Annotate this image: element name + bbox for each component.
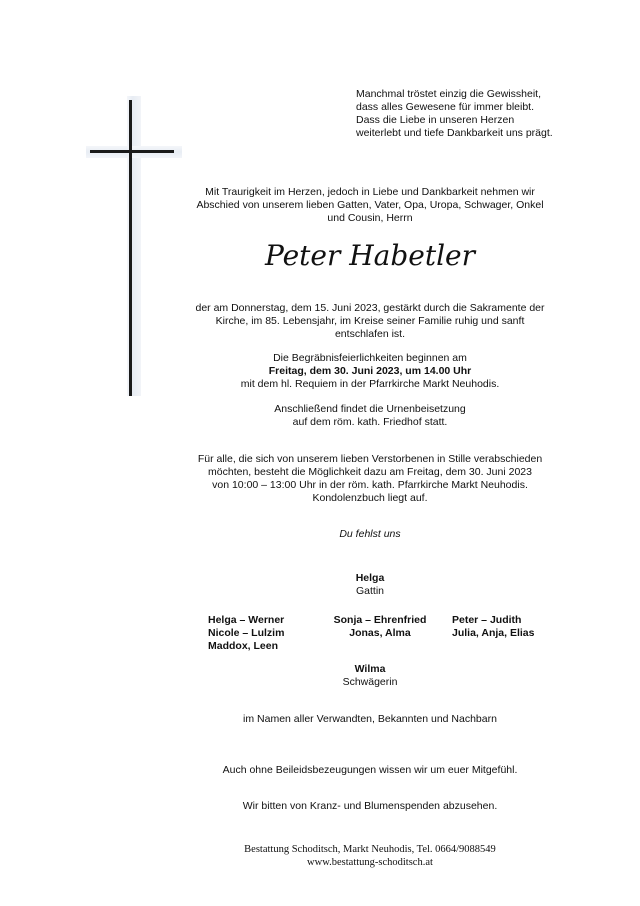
urn-line: Anschließend findet die Urnenbeisetzung [274, 403, 466, 415]
intro-line: Abschied von unserem lieben Gatten, Vater, Opa, Uropa, Schwager, Onkel [196, 199, 544, 211]
farewell-line: Für alle, die sich von unserem lieben Verstorbenen in Stille verabschieden [197, 453, 543, 465]
motto-line: weiterlebt und tiefe Dankbarkeit uns prägt. [356, 127, 553, 139]
funeral-location: mit dem hl. Requiem in der Pfarrkirche Markt Neuhodis. [240, 378, 500, 390]
missed-you-text: Du fehlst uns [339, 528, 401, 540]
mourner-name: Maddox, Leen [208, 640, 279, 652]
mourner-family-left [208, 614, 328, 653]
cross-beam-vertical [129, 100, 132, 396]
mourner-name: Helga [355, 572, 385, 584]
mourner-name: Sonja – Ehrenfried [333, 614, 427, 626]
no-flowers-text: Wir bitten von Kranz- und Blumenspenden abzusehen. [242, 800, 498, 812]
farewell-line: möchten, besteht die Möglichkeit dazu am Freitag, dem 30. Juni 2023 [208, 466, 532, 478]
mourner-sister-in-law [190, 663, 550, 689]
mourner-family-center [320, 614, 440, 640]
mourner-name: Nicole – Lulzim [208, 627, 285, 639]
motto-line: dass alles Gewesene für immer bleibt. [356, 101, 534, 113]
mourner-name: Peter – Judith [452, 614, 522, 626]
motto-quote [356, 88, 616, 140]
intro-line: Mit Traurigkeit im Herzen, jedoch in Liebe und Dankbarkeit nehmen wir [205, 186, 535, 198]
death-notice-line: der am Donnerstag, dem 15. Juni 2023, gestärkt durch die Sakramente der [195, 302, 545, 314]
mourner-name: Jonas, Alma [349, 627, 411, 639]
motto-line: Manchmal tröstet einzig die Gewissheit, [356, 88, 541, 100]
cross-beam-horizontal [90, 150, 174, 153]
mourner-family-right [452, 614, 582, 640]
mourner-name: Helga – Werner [208, 614, 285, 626]
mourner-relation: Gattin [355, 585, 384, 597]
on-behalf-text: im Namen aller Verwandten, Bekannten und Nachbarn [243, 713, 497, 725]
intro-text [190, 186, 550, 225]
funeral-intro: Die Begräbnisfeierlichkeiten beginnen am [273, 352, 467, 364]
mourner-name: Julia, Anja, Elias [452, 627, 535, 639]
mourner-name: Wilma [354, 663, 386, 675]
death-notice-line: Kirche, im 85. Lebensjahr, im Kreise seiner Familie ruhig und sanft [215, 315, 525, 327]
deceased-name: Peter Habetler [264, 239, 476, 272]
motto-line: Dass die Liebe in unseren Herzen [356, 114, 515, 126]
urn-burial-info [190, 403, 550, 429]
mourner-relation: Schwägerin [342, 676, 398, 688]
undertaker-website: www.bestattung-schoditsch.at [307, 857, 433, 868]
death-notice-line: entschlafen ist. [334, 328, 406, 340]
funeral-date: Freitag, dem 30. Juni 2023, um 14.00 Uhr [268, 365, 472, 377]
no-condolences-text: Auch ohne Beileidsbezeugungen wissen wir um euer Mitgefühl. [222, 764, 518, 776]
farewell-line: von 10:00 – 13:00 Uhr in der röm. kath. Pfarrkirche Markt Neuhodis. [212, 479, 528, 491]
mourner-wife [190, 572, 550, 598]
intro-line: und Cousin, Herrn [327, 212, 413, 224]
death-notice [190, 302, 550, 341]
urn-line: auf dem röm. kath. Friedhof statt. [292, 416, 448, 428]
undertaker-contact: Bestattung Schoditsch, Markt Neuhodis, Tel. 0664/9088549 [244, 844, 496, 855]
funeral-info [190, 352, 550, 391]
farewell-info [190, 453, 550, 505]
farewell-line: Kondolenzbuch liegt auf. [312, 492, 428, 504]
undertaker-footer [190, 843, 550, 869]
